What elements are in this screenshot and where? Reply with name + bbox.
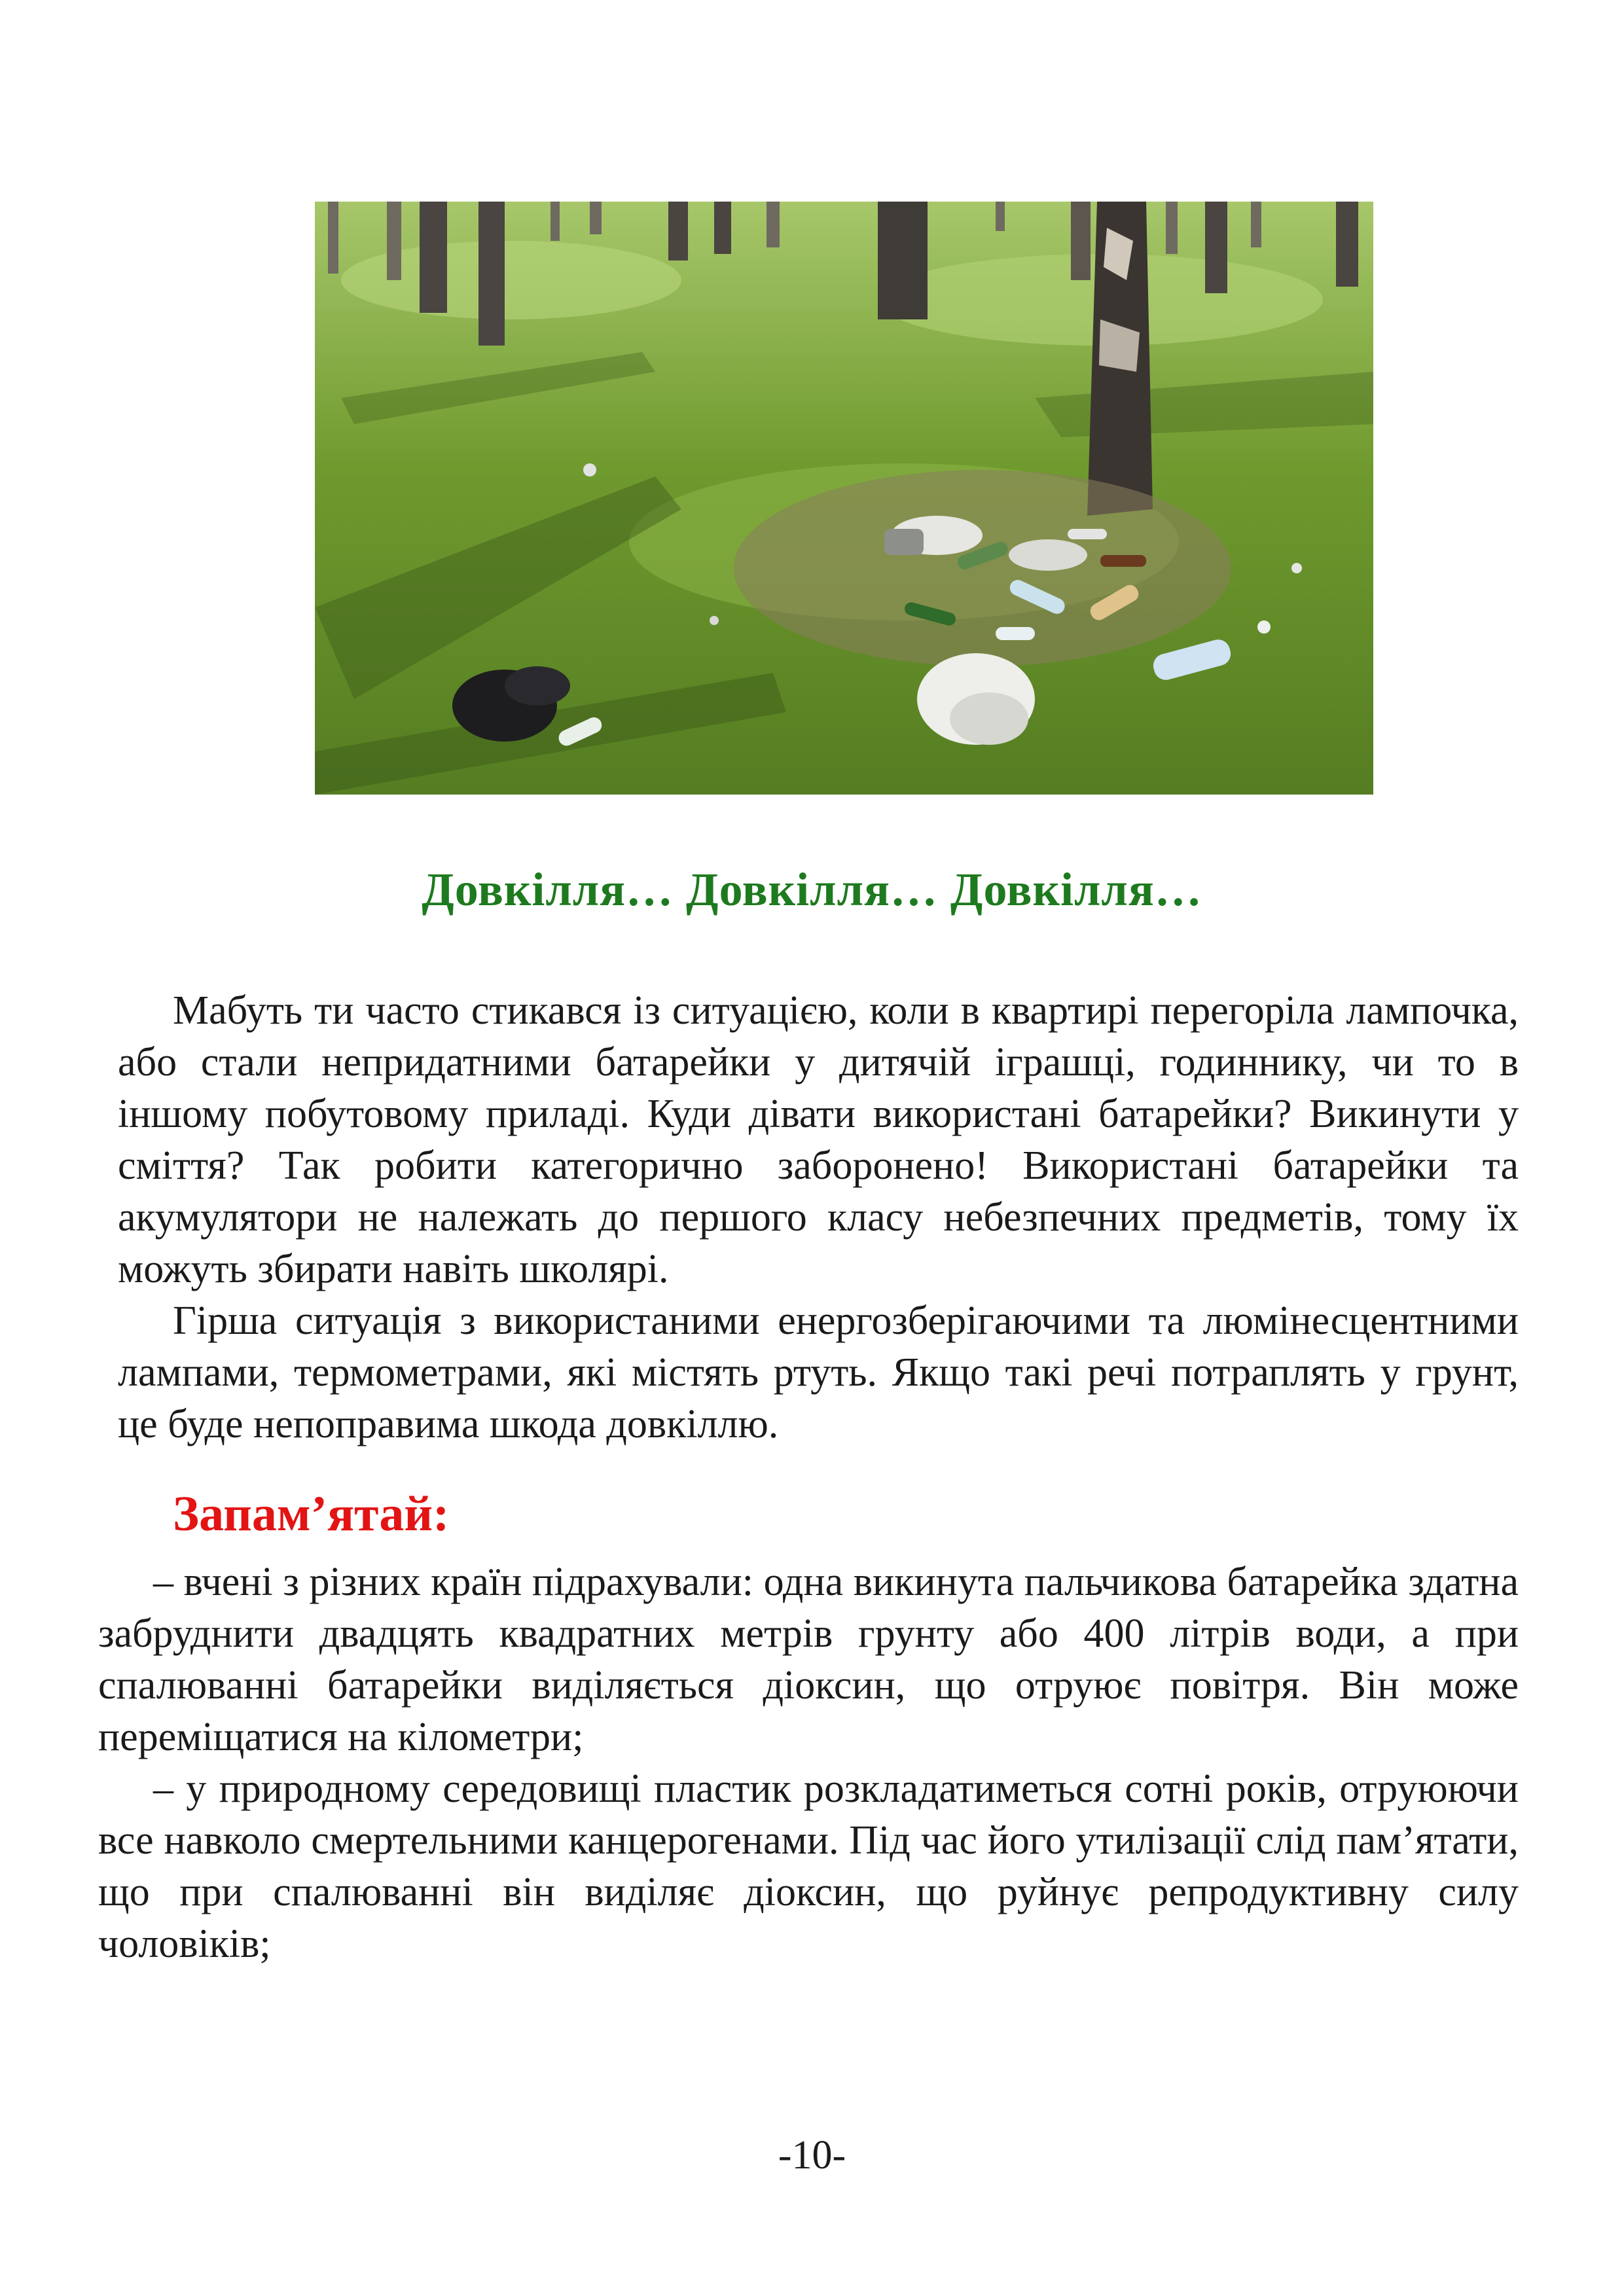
list-item: – вчені з різних країн підрахували: одна викинута пальчикова батарейка здатна забруднити двадцять квадратних метрів грунту або 400 літрів води, а при спалюванні батарейки виділяється діоксин, що отруює повітря. Він може переміщатися на кілометри; xyxy=(98,1560,1519,1759)
page-number: -10- xyxy=(778,2133,846,2178)
paragraph: Гірша ситуація з використаними енергозберігаючими та люмінесцентними лампами, термометрами, які містять ртуть. Якщо такі речі потраплять у грунт, це буде непоправима шкода довкіллю. xyxy=(118,1299,1519,1446)
article-body xyxy=(118,985,1519,1450)
paragraph: Мабуть ти часто стикався із ситуацією, коли в квартирі перегоріла лампочка, або стали непридатними батарейки у дитячій іграшці, годиннику, чи то в іншому побутовому приладі. Куди дівати використані батарейки? Викинути у сміття? Так робити категорично заборонено! Використані батарейки та акумулятори не належать до першого класу небезпечних предметів, тому їх можуть збирати навіть школярі. xyxy=(118,988,1519,1291)
remember-heading: Запам’ятай: xyxy=(173,1486,450,1541)
list-item: – у природному середовищі пластик розкладатиметься сотні років, отруюючи все навколо смертельними канцерогенами. Під час його утилізації слід пам’ятати, що при спалюванні він виділяє діоксин, що руйнує репродуктивну силу чоловіків; xyxy=(98,1767,1519,1966)
forest-litter-photo xyxy=(315,202,1373,795)
remember-list xyxy=(98,1556,1519,1970)
page-title: Довкілля… Довкілля… Довкілля… xyxy=(422,863,1202,916)
